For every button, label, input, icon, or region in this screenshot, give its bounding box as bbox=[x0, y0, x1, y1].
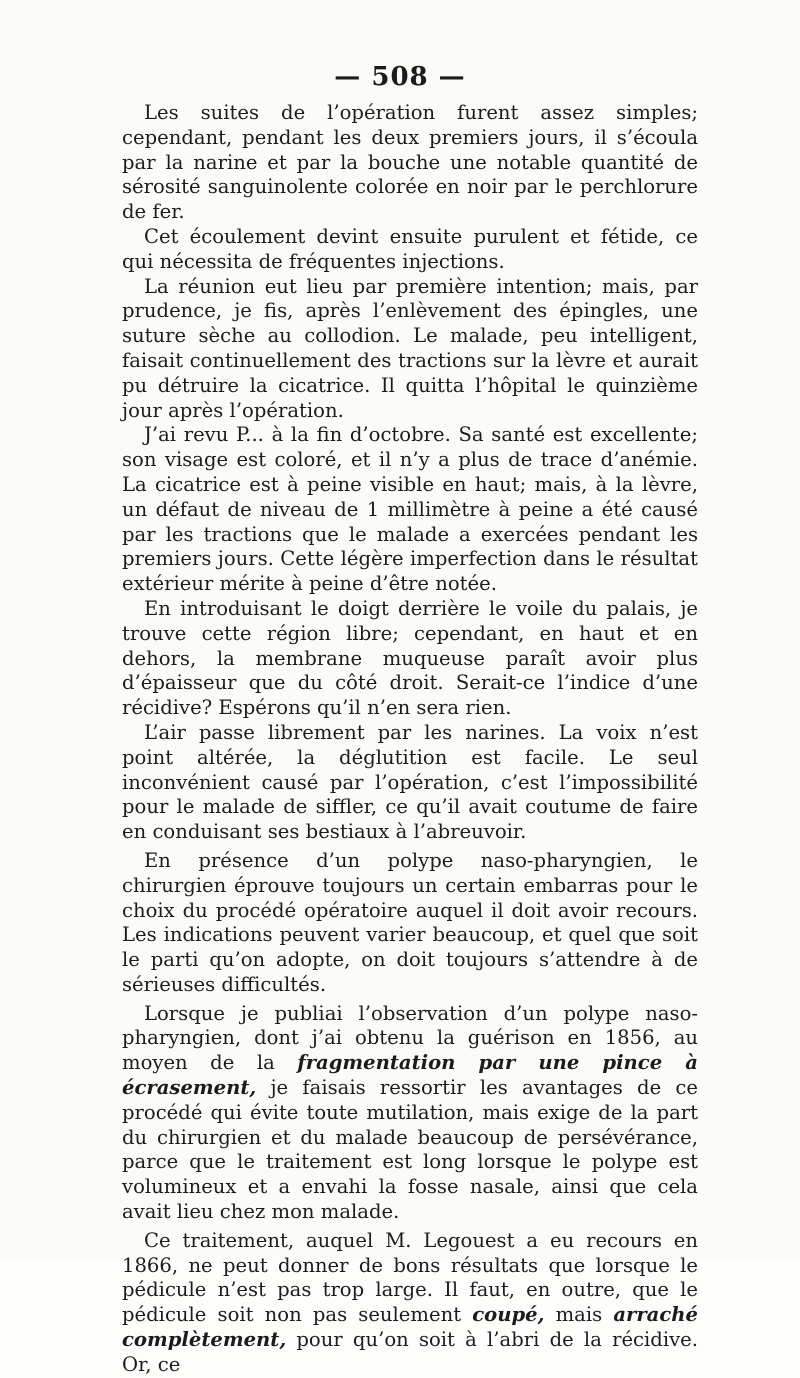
paragraph: Les suites de l’opération furent assez simples; cependant, pendant les deux premiers jours, il s’écoula par la narine et par la bouche une notable quantité de sérosité sanguinolente colorée en noir par le perchlorure de fer. bbox=[122, 101, 698, 224]
paragraph bbox=[122, 1229, 698, 1378]
paragraph-text: Ce traitement, auquel M. Legouest a eu recours en 1866, ne peut donner de bons résultats que lorsque le pédicule n’est pas trop large. Il faut, en outre, que le pédicule soit non pas seulement bbox=[122, 1228, 698, 1327]
paragraph: En introduisant le doigt derrière le voile du palais, je trouve cette région libre; cependant, en haut et en dehors, la membrane muqueuse paraît avoir plus d’épaisseur que du côté droit. Serait-ce l’indice d’une récidive? Espérons qu’il n’en sera rien. bbox=[122, 596, 698, 720]
italic-phrase: arraché complètement, bbox=[122, 1303, 699, 1352]
paragraph: Cet écoulement devint ensuite purulent et fétide, ce qui nécessita de fréquentes injections. bbox=[122, 224, 698, 273]
paragraph: En présence d’un polype naso-pharyngien, le chirurgien éprouve toujours un certain embarras pour le choix du procédé opératoire auquel il doit avoir recours. Les indications peuvent varier beaucoup, et quel que soit le parti qu’on adopte, on doit toujours s’attendre à de sérieuses difficultés. bbox=[122, 848, 698, 996]
paragraph: J’ai revu P... à la fin d’octobre. Sa santé est excellente; son visage est coloré, et il n’y a plus de trace d’anémie. La cicatrice est à peine visible en haut; mais, à la lèvre, un défaut de niveau de 1 millimètre à peine a été causé par les tractions que le malade a exercées pendant les premiers jours. Cette légère imperfection dans le résultat extérieur mérite à peine d’être notée. bbox=[122, 423, 698, 596]
paragraph-text: pour qu’on soit à l’abri de la récidive. Or, ce bbox=[122, 1328, 698, 1376]
italic-phrase: fragmentation par une pince à écrasement, bbox=[122, 1051, 698, 1100]
paragraph: L’air passe librement par les narines. La voix n’est point altérée, la déglutition est facile. Le seul inconvénient causé par l’opération, c’est l’impossibilité pour le malade de siffler, ce qu’il avait coutume de faire en conduisant ses bestiaux à l’abreuvoir. bbox=[122, 720, 698, 844]
paragraph-text: mais bbox=[544, 1303, 614, 1327]
paragraph: La réunion eut lieu par première intention; mais, par prudence, je fis, après l’enlèvement des épingles, une suture sèche au collodion. Le malade, peu intelligent, faisait continuellement des tractions sur la lèvre et aurait pu détruire la cicatrice. Il quitta l’hôpital le quinzième jour après l’opération. bbox=[122, 274, 698, 422]
paragraph-text: je faisais ressortir les avantages de ce procédé qui évite toute mutilation, mais exige de la part du chirurgien et du malade beaucoup de persévérance, parce que le traitement est long lorsque le polype est volumineux et a envahi la fosse nasale, ainsi que cela avait lieu chez mon malade. bbox=[122, 1076, 698, 1224]
page-number: — 508 — bbox=[334, 62, 466, 92]
body-text bbox=[122, 101, 698, 1378]
paragraph bbox=[122, 1002, 698, 1225]
paragraph-text: Lorsque je publiai l’observation d’un polype naso-pharyngien, dont j’ai obtenu la guérison en 1856, au moyen de la bbox=[122, 1001, 698, 1075]
italic-phrase: coupé, bbox=[472, 1303, 545, 1327]
